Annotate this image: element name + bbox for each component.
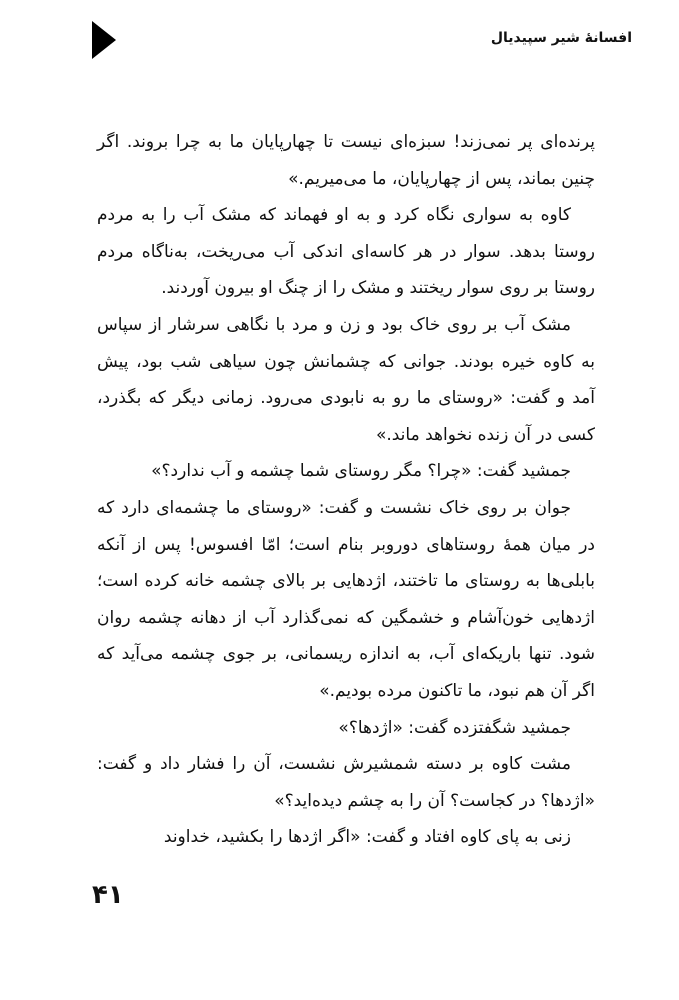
- paragraph: جوان بر روی خاک نشست و گفت: «روستای ما چشمه‌ای دارد که در میان همهٔ روستاهای دوروبر بنام است؛ امّا افسوس! پس از آنکه بابلی‌ها به روستای ما تاختند، اژدهایی بر بالای چشمه خانه کرده است؛ اژدهایی خون‌آشام و خشمگین که نمی‌گذارد آب از دهانه چشمه روان شود. تنها باریکه‌ای آب، به اندازه ریسمانی، بر جوی چشمه می‌آید که اگر آن هم نبود، ما تاکنون مرده بودیم.»: [97, 497, 595, 701]
- paragraph: مشت کاوه بر دسته شمشیرش نشست، آن را فشار داد و گفت: «اژدها؟ در کجاست؟ آن را به چشم دیده‌اید؟»: [97, 754, 595, 811]
- paragraph: کاوه به سواری نگاه کرد و به او فهماند که مشک آب را به مردم روستا بدهد. سوار در هر کاسه‌ای اندکی آب می‌ریخت، به‌ناگاه مردم روستا بر روی سوار ریختند و مشک را از چنگ او بیرون آوردند.: [97, 205, 595, 299]
- body-text: [97, 124, 595, 856]
- running-title: افسانهٔ شیر سپیدیال: [490, 30, 632, 46]
- paragraph: زنی به پای کاوه افتاد و گفت: «اگر اژدها را بکشید، خداوند: [163, 827, 571, 848]
- paragraph: مشک آب بر روی خاک بود و زن و مرد با نگاهی سرشار از سپاس به کاوه خیره بودند. جوانی که چشمانش چون سیاهی شب بود، پیش آمد و گفت: «روستای ما رو به نابودی می‌رود. زمانی دیگر که بگذرد، کسی در آن زنده نخواهد ماند.»: [97, 314, 595, 445]
- paragraph: جمشید شگفتزده گفت: «اژدها؟»: [338, 717, 571, 738]
- paragraph: جمشید گفت: «چرا؟ مگر روستای شما چشمه و آب ندارد؟»: [151, 461, 571, 482]
- running-head: [92, 22, 632, 54]
- paragraph: پرنده‌ای پر نمی‌زند! سبزه‌ای نیست تا چهارپایان ما به چرا بروند. اگر چنین بماند، پس از چهارپایان، ما می‌میریم.»: [97, 132, 595, 189]
- page-number: ۴۱: [92, 880, 124, 910]
